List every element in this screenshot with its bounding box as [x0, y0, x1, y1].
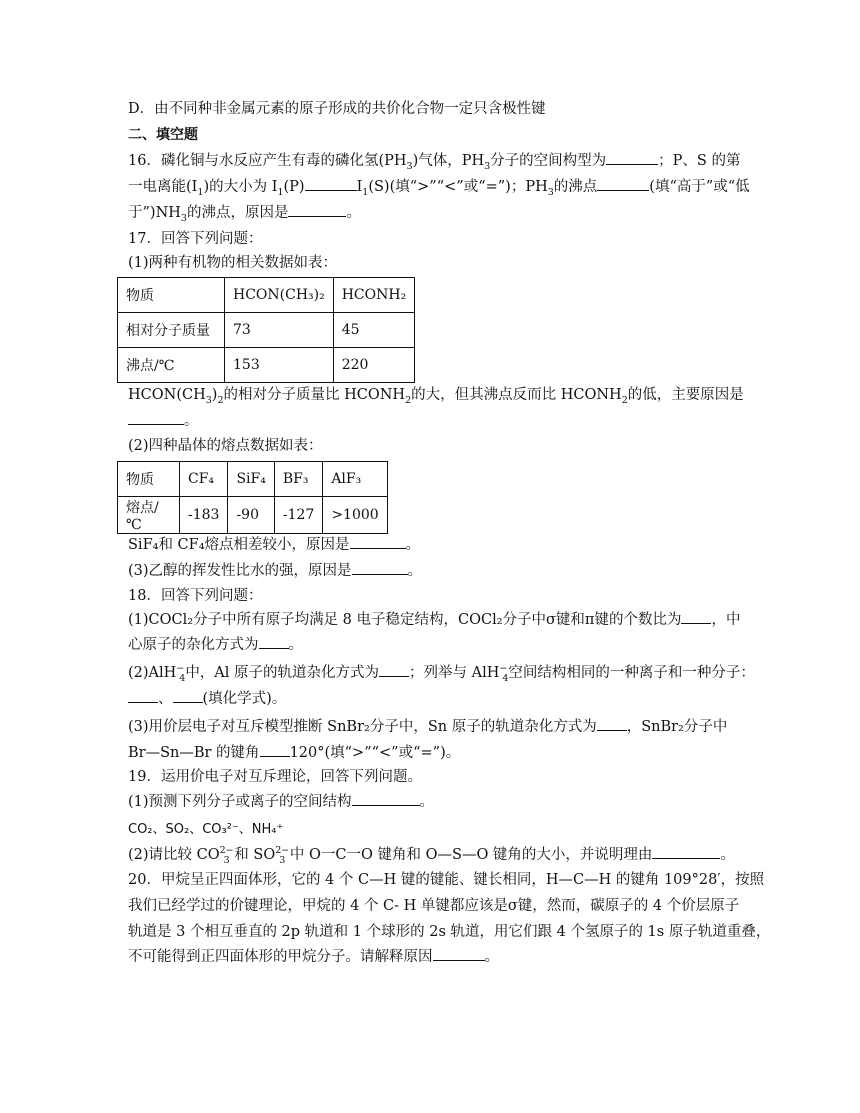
q17-title: 17．回答下列问题： [128, 231, 263, 247]
q19-line1: (1)预测下列分子或离子的空间结构 。 [128, 791, 738, 813]
table-cell: HCON(CH₃)₂ [225, 278, 334, 313]
section-heading: 二、填空题 [128, 127, 198, 143]
q17-part1: (1)两种有机物的相关数据如表： [128, 255, 338, 271]
table-row [118, 313, 415, 348]
table-cell: -127 [274, 497, 322, 534]
answer-blank[interactable] [173, 688, 203, 703]
table-cell: 物质 [118, 278, 225, 313]
table-row [118, 497, 388, 534]
answer-blank[interactable] [597, 716, 627, 731]
q17-part2: (2)四种晶体的熔点数据如表： [128, 438, 323, 454]
table-cell: HCONH₂ [333, 278, 414, 313]
table-cell: AlF₃ [323, 462, 387, 497]
table-row [118, 462, 388, 497]
answer-blank[interactable] [352, 560, 408, 575]
q18-line3: (2)AlH−$_4$中，Al 原子的轨道杂化方式为 ；列举与 AlH−$_4$空间结构相同的一种离子和一种分子： [128, 663, 755, 684]
table-cell: 熔点/℃ [118, 497, 180, 534]
table-cell: 相对分子质量 [118, 313, 225, 348]
table-cell: 153 [225, 348, 334, 383]
q16-line1: 16．磷化铜与水反应产生有毒的磷化氢$(PH_3)$气体，$PH_3$分子的空间构型为 ；P、S 的第 [128, 150, 738, 172]
q15-option-d: D．由不同种非金属元素的原子形成的共价化合物一定只含极性键 [128, 101, 546, 117]
table-cell: -183 [180, 497, 228, 534]
q17-sentence2: SiF₄和 CF₄熔点相差较小，原因是 。 [128, 534, 738, 556]
table-row [118, 278, 415, 313]
answer-blank[interactable] [597, 176, 649, 191]
q19-title: 19．运用价电子对互斥理论，回答下列问题。 [128, 769, 422, 785]
answer-blank[interactable] [433, 946, 485, 961]
answer-blank[interactable] [350, 534, 406, 549]
q17-sentence1-end: 。 [128, 410, 738, 432]
q18-line2: 心原子的杂化方式为 。 [128, 634, 738, 656]
answer-blank[interactable] [128, 688, 158, 703]
answer-blank[interactable] [305, 176, 357, 191]
answer-blank[interactable] [652, 844, 720, 859]
ion-formula-list: CO₂、SO₂、CO₃²⁻、NH₄⁺ [128, 822, 284, 837]
q18-line1: (1)COCl₂分子中所有原子均满足 8 电子稳定结构，COCl₂分子中σ键和π键的个数比为 ，中 [128, 609, 738, 631]
q20-line4: 不可能得到正四面体形的甲烷分子。请解释原因 。 [128, 946, 738, 968]
table-cell: BF₃ [274, 462, 322, 497]
answer-blank[interactable] [259, 634, 289, 649]
q18-line5: (3)用价层电子对互斥模型推断 SnBr₂分子中，Sn 原子的轨道杂化方式为 ，SnBr₂分子中 [128, 716, 738, 738]
answer-blank[interactable] [606, 150, 658, 165]
answer-blank[interactable] [352, 791, 420, 806]
answer-blank[interactable] [681, 609, 711, 624]
q20-line1: 20．甲烷呈正四面体形，它的 4 个 C—H 键的键能、键长相同，H—C—H 的键角 109°28′，按照 [128, 872, 765, 888]
q17-sentence1: $HCON(CH_3)_2$的相对分子质量比 $HCONH_2$的大，但其沸点反而比 $HCONH_2$的低，主要原因是 [128, 387, 744, 406]
table-cell: 沸点/℃ [118, 348, 225, 383]
q19-line2: (2)请比较 $CO^{2-}_3$ 和 $SO^{2-}_3$ 中 O一C一O 键角和 O—S—O 键角的大小，并说明理由 。 [128, 845, 735, 866]
table-cell: 73 [225, 313, 334, 348]
table-cell: 220 [333, 348, 414, 383]
table-cell: SiF₄ [228, 462, 274, 497]
table-cell: 物质 [118, 462, 180, 497]
q18-title: 18．回答下列问题： [128, 588, 263, 604]
q20-line3: 轨道是 3 个相互垂直的 2p 轨道和 1 个球形的 2s 轨道，用它们跟 4 个氢原子的 1s 原子轨道重叠， [128, 924, 771, 940]
q18-line6: Br—Sn—Br 的键角 120°(填“>”“<”或“=”)。 [128, 742, 738, 764]
q16-line2: 一电离能$(I_1)$的大小为 $I_1(P)$ $I_1(S)$(填“>”“<”或“=”)；$PH_3$的沸点 (填“高于”或“低 [128, 176, 738, 198]
table-row [118, 348, 415, 383]
table-cell: 45 [333, 313, 414, 348]
melting-point-table [117, 461, 388, 534]
answer-blank[interactable] [260, 742, 290, 757]
table-cell: -90 [228, 497, 274, 534]
q18-line4: 、 (填化学式)。 [128, 688, 738, 710]
table-cell: CF₄ [180, 462, 228, 497]
q17-part3: (3)乙醇的挥发性比水的强，原因是 。 [128, 560, 738, 582]
answer-blank[interactable] [288, 202, 346, 217]
answer-blank[interactable] [379, 662, 409, 677]
table-cell: >1000 [323, 497, 387, 534]
q20-line2: 我们已经学过的价键理论，甲烷的 4 个 C- H 单键都应该是σ键，然而，碳原子的 4 个价层原子 [128, 898, 740, 914]
organic-data-table [117, 277, 415, 383]
answer-blank[interactable] [128, 410, 184, 425]
q16-line3: 于$”)NH_3$的沸点，原因是 。 [128, 202, 738, 224]
